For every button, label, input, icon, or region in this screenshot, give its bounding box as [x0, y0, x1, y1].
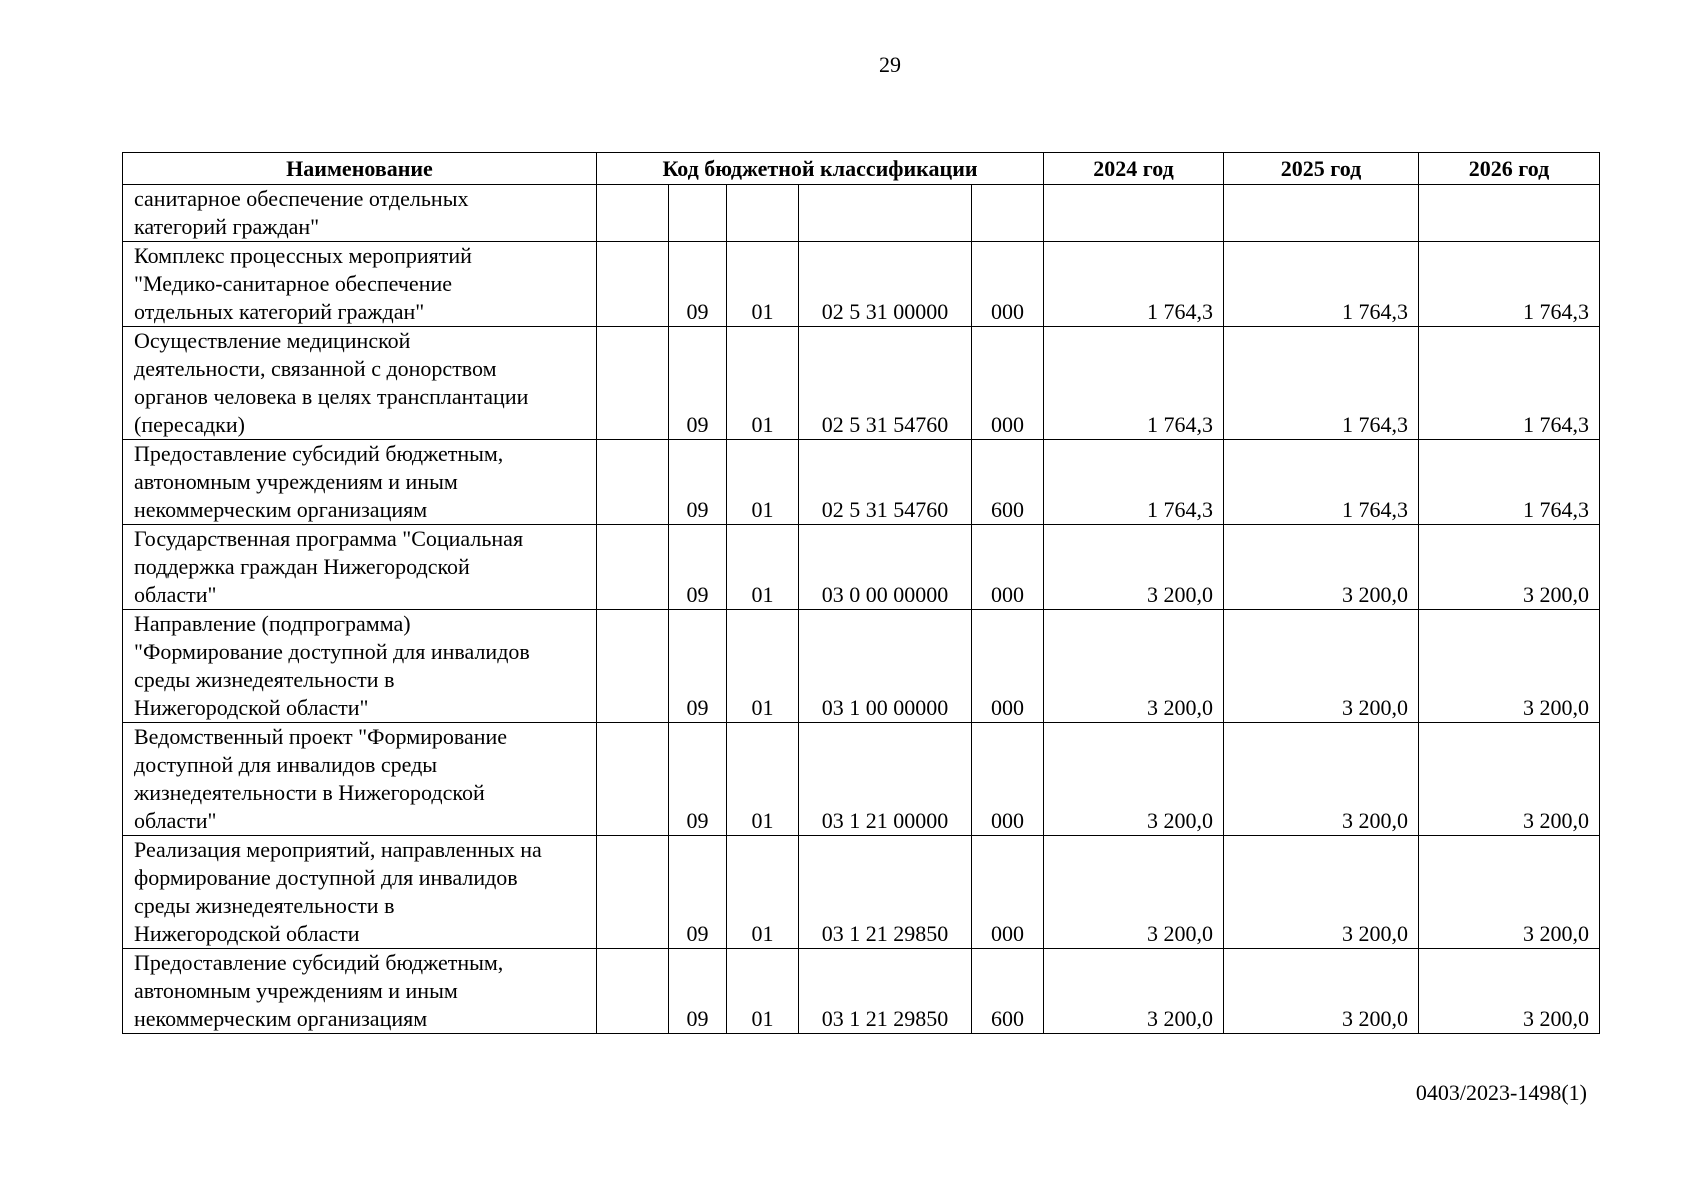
- row-code-subsection: 01: [727, 242, 799, 327]
- row-code-expense: 600: [972, 949, 1044, 1034]
- row-value-2025: 1 764,3: [1224, 327, 1419, 440]
- row-value-2026: 3 200,0: [1419, 610, 1600, 723]
- row-code-section: 09: [669, 440, 727, 525]
- row-name: Предоставление субсидий бюджетным, автономным учреждениям и иным некоммерческим организациям: [123, 949, 597, 1034]
- row-code-subsection: 01: [727, 440, 799, 525]
- table-row: [123, 440, 1600, 525]
- row-code-subsection: 01: [727, 723, 799, 836]
- row-code-expense: 000: [972, 610, 1044, 723]
- row-code-target: 03 1 21 00000: [799, 723, 972, 836]
- row-code-0: [597, 949, 669, 1034]
- row-value-2024: 3 200,0: [1044, 949, 1224, 1034]
- row-code-expense: 000: [972, 525, 1044, 610]
- row-code-section: 09: [669, 242, 727, 327]
- table-row: [123, 327, 1600, 440]
- row-code-target: 02 5 31 00000: [799, 242, 972, 327]
- row-code-0: [597, 836, 669, 949]
- row-code-expense: 000: [972, 242, 1044, 327]
- row-code-subsection: 01: [727, 836, 799, 949]
- row-name: санитарное обеспечение отдельных категорий граждан": [123, 185, 597, 242]
- row-code-0: [597, 525, 669, 610]
- row-name: Предоставление субсидий бюджетным, автономным учреждениям и иным некоммерческим организациям: [123, 440, 597, 525]
- row-code-expense: 000: [972, 836, 1044, 949]
- row-name: Реализация мероприятий, направленных на формирование доступной для инвалидов среды жизнедеятельности в Нижегородской области: [123, 836, 597, 949]
- header-2026: 2026 год: [1419, 153, 1600, 185]
- row-name: Комплекс процессных мероприятий "Медико-санитарное обеспечение отдельных категорий граждан": [123, 242, 597, 327]
- header-code: Код бюджетной классификации: [597, 153, 1044, 185]
- row-value-2025: 3 200,0: [1224, 525, 1419, 610]
- row-value-2024: 3 200,0: [1044, 836, 1224, 949]
- row-code-section: 09: [669, 836, 727, 949]
- row-name: Ведомственный проект "Формирование доступной для инвалидов среды жизнедеятельности в Нижегородской области": [123, 723, 597, 836]
- row-code-section: 09: [669, 327, 727, 440]
- row-value-2024: 1 764,3: [1044, 327, 1224, 440]
- header-2025: 2025 год: [1224, 153, 1419, 185]
- row-value-2024: 3 200,0: [1044, 525, 1224, 610]
- row-code-section: 09: [669, 949, 727, 1034]
- row-value-2025: 3 200,0: [1224, 836, 1419, 949]
- row-code-subsection: 01: [727, 525, 799, 610]
- row-value-2026: [1419, 185, 1600, 242]
- header-name: Наименование: [123, 153, 597, 185]
- row-code-target: [799, 185, 972, 242]
- row-code-target: 03 1 00 00000: [799, 610, 972, 723]
- row-value-2026: 3 200,0: [1419, 836, 1600, 949]
- table-row: [123, 949, 1600, 1034]
- row-value-2024: 1 764,3: [1044, 242, 1224, 327]
- row-value-2024: 1 764,3: [1044, 440, 1224, 525]
- budget-table: [122, 152, 1600, 1034]
- table-row: [123, 525, 1600, 610]
- row-value-2025: 3 200,0: [1224, 610, 1419, 723]
- row-code-section: 09: [669, 723, 727, 836]
- row-code-subsection: 01: [727, 949, 799, 1034]
- row-code-section: 09: [669, 610, 727, 723]
- table-row: [123, 242, 1600, 327]
- table-row: [123, 610, 1600, 723]
- row-code-section: 09: [669, 525, 727, 610]
- row-code-subsection: 01: [727, 327, 799, 440]
- row-value-2024: 3 200,0: [1044, 610, 1224, 723]
- row-value-2026: 1 764,3: [1419, 242, 1600, 327]
- table-body: [123, 185, 1600, 1034]
- row-code-target: 03 0 00 00000: [799, 525, 972, 610]
- table-header-row: [123, 153, 1600, 185]
- header-2024: 2024 год: [1044, 153, 1224, 185]
- row-value-2025: 1 764,3: [1224, 440, 1419, 525]
- row-name: Осуществление медицинской деятельности, связанной с донорством органов человека в целях трансплантации (пересадки): [123, 327, 597, 440]
- page-number: 29: [879, 52, 901, 77]
- table-row: [123, 836, 1600, 949]
- row-value-2026: 3 200,0: [1419, 525, 1600, 610]
- row-code-0: [597, 185, 669, 242]
- row-value-2026: 1 764,3: [1419, 327, 1600, 440]
- row-code-subsection: [727, 185, 799, 242]
- row-value-2025: 1 764,3: [1224, 242, 1419, 327]
- row-code-0: [597, 723, 669, 836]
- row-value-2025: 3 200,0: [1224, 949, 1419, 1034]
- row-value-2026: 1 764,3: [1419, 440, 1600, 525]
- row-name: Государственная программа "Социальная поддержка граждан Нижегородской области": [123, 525, 597, 610]
- row-code-0: [597, 327, 669, 440]
- row-code-target: 02 5 31 54760: [799, 327, 972, 440]
- row-code-0: [597, 610, 669, 723]
- row-code-expense: 000: [972, 327, 1044, 440]
- row-code-expense: 600: [972, 440, 1044, 525]
- row-code-subsection: 01: [727, 610, 799, 723]
- row-code-target: 02 5 31 54760: [799, 440, 972, 525]
- document-id: 0403/2023-1498(1): [1415, 1080, 1587, 1105]
- row-code-0: [597, 242, 669, 327]
- row-code-target: 03 1 21 29850: [799, 836, 972, 949]
- row-code-expense: [972, 185, 1044, 242]
- row-value-2024: 3 200,0: [1044, 723, 1224, 836]
- row-code-expense: 000: [972, 723, 1044, 836]
- row-value-2024: [1044, 185, 1224, 242]
- row-code-target: 03 1 21 29850: [799, 949, 972, 1034]
- table-row: [123, 185, 1600, 242]
- row-code-0: [597, 440, 669, 525]
- row-name: Направление (подпрограмма) "Формирование доступной для инвалидов среды жизнедеятельности в Нижегородской области": [123, 610, 597, 723]
- row-value-2026: 3 200,0: [1419, 949, 1600, 1034]
- row-value-2025: 3 200,0: [1224, 723, 1419, 836]
- table-row: [123, 723, 1600, 836]
- row-value-2025: [1224, 185, 1419, 242]
- row-code-section: [669, 185, 727, 242]
- row-value-2026: 3 200,0: [1419, 723, 1600, 836]
